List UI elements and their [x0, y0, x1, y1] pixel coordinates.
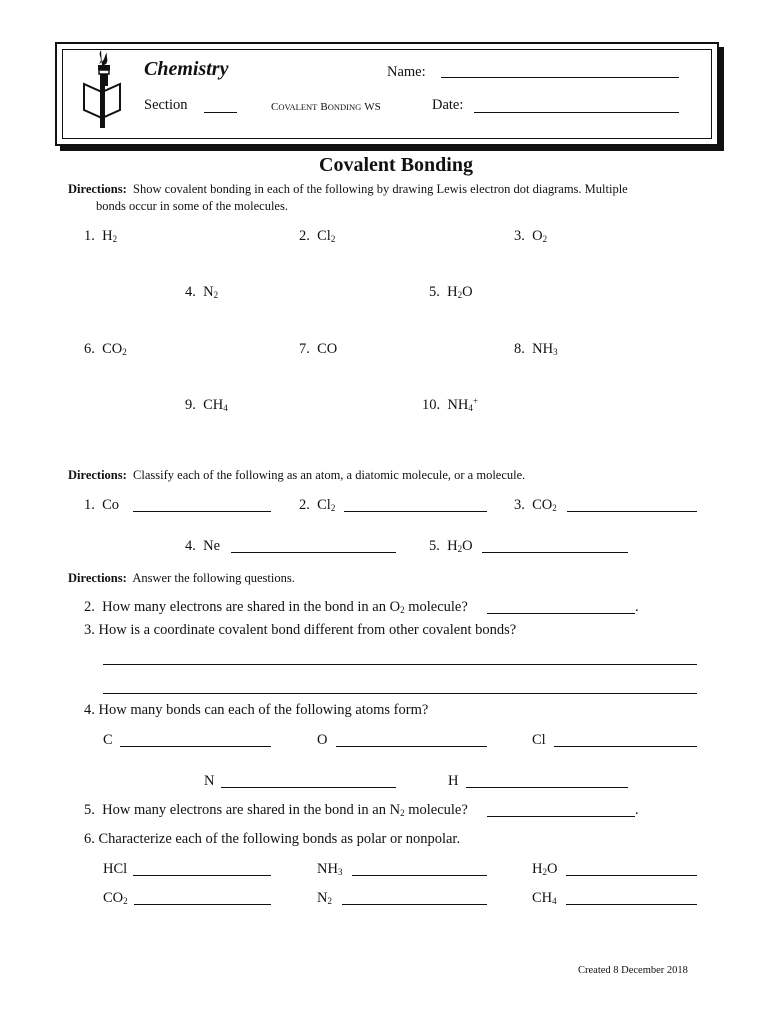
- worksheet-code: COVALENT BONDING WS: [271, 101, 381, 113]
- date-field[interactable]: [474, 112, 679, 113]
- polarity-answer-co2[interactable]: [134, 904, 271, 905]
- polarity-bond-h2o: $H_2O$: [532, 861, 558, 877]
- lewis-item-2: 2. $Cl_2$: [299, 228, 336, 244]
- question-2: 2. How many electrons are shared in the bond in an $O_2$ molecule?: [84, 599, 468, 615]
- section-label: Section: [144, 97, 188, 113]
- name-label: Name:: [387, 64, 426, 80]
- bonds-answer-c[interactable]: [120, 746, 271, 747]
- classify-item-2: 2. $Cl_2$: [299, 497, 336, 513]
- polarity-answer-ch4[interactable]: [566, 904, 697, 905]
- polarity-bond-nh3: $NH_3$: [317, 861, 343, 877]
- classify-item-5: 5. $H_2O$: [429, 538, 473, 554]
- polarity-answer-hcl[interactable]: [133, 875, 271, 876]
- classify-item-1: 1. Co: [84, 497, 120, 513]
- classify-answer-3[interactable]: [567, 511, 697, 512]
- question-5: 5. How many electrons are shared in the bond in an $N_2$ molecule?: [84, 802, 468, 818]
- question-3: 3. How is a coordinate covalent bond different from other covalent bonds?: [84, 622, 517, 638]
- bonds-atom-c: C: [103, 732, 113, 748]
- page-title: Covalent Bonding: [319, 154, 473, 176]
- part3-directions: Directions: Answer the following questions.: [68, 571, 295, 585]
- lewis-item-4: 4. $N_2$: [185, 284, 219, 300]
- polarity-answer-nh3[interactable]: [352, 875, 487, 876]
- bonds-atom-h: H: [448, 773, 459, 789]
- lewis-item-6: 6. $CO_2$: [84, 341, 127, 357]
- classify-answer-5[interactable]: [482, 552, 628, 553]
- question-5-answer[interactable]: [487, 816, 635, 817]
- question-4: 4. How many bonds can each of the following atoms form?: [84, 702, 429, 718]
- torch-book-logo: [80, 48, 126, 130]
- lewis-item-5: 5. $H_2O$: [429, 284, 473, 300]
- classify-answer-2[interactable]: [344, 511, 487, 512]
- polarity-answer-n2[interactable]: [342, 904, 487, 905]
- bonds-answer-o[interactable]: [336, 746, 487, 747]
- question-6: 6. Characterize each of the following bonds as polar or nonpolar.: [84, 831, 461, 847]
- question-5-period: .: [635, 802, 639, 818]
- section-field[interactable]: [204, 112, 237, 113]
- bonds-answer-cl[interactable]: [554, 746, 697, 747]
- name-field[interactable]: [441, 77, 679, 78]
- polarity-bond-n2: $N_2$: [317, 890, 332, 906]
- classify-item-4: 4. Ne: [185, 538, 221, 554]
- bonds-atom-cl: Cl: [532, 732, 546, 748]
- question-3-answer-line-1[interactable]: [103, 664, 697, 665]
- question-2-answer[interactable]: [487, 613, 635, 614]
- part2-directions: Directions: Classify each of the following as an atom, a diatomic molecule, or a molecule.: [68, 468, 526, 482]
- lewis-item-7: 7. CO: [299, 341, 338, 357]
- bonds-answer-h[interactable]: [466, 787, 628, 788]
- lewis-item-9: 9. $CH_4$: [185, 397, 228, 413]
- part1-directions-cont: bonds occur in some of the molecules.: [96, 199, 288, 213]
- date-label: Date:: [432, 97, 464, 113]
- part1-directions: Directions: Show covalent bonding in each of the following by drawing Lewis electron dot diagrams. Multiple: [68, 182, 628, 196]
- lewis-item-10: 10. $NH_4^+$: [422, 396, 478, 413]
- classify-answer-1[interactable]: [133, 511, 271, 512]
- classify-item-3: 3. $CO_2$: [514, 497, 557, 513]
- header-subject: Chemistry: [144, 58, 229, 80]
- bonds-atom-o: O: [317, 732, 328, 748]
- polarity-bond-co2: $CO_2$: [103, 890, 128, 906]
- lewis-item-8: 8. $NH_3$: [514, 341, 558, 357]
- footer-created-date: Created 8 December 2018: [578, 965, 688, 976]
- classify-answer-4[interactable]: [231, 552, 396, 553]
- lewis-item-1: 1. $H_2$: [84, 228, 118, 244]
- lewis-item-3: 3. $O_2$: [514, 228, 548, 244]
- polarity-bond-hcl: HCl: [103, 861, 128, 877]
- polarity-bond-ch4: $CH_4$: [532, 890, 557, 906]
- bonds-atom-n: N: [204, 773, 215, 789]
- bonds-answer-n[interactable]: [221, 787, 396, 788]
- polarity-answer-h2o[interactable]: [566, 875, 697, 876]
- question-2-period: .: [635, 599, 639, 615]
- question-3-answer-line-2[interactable]: [103, 693, 697, 694]
